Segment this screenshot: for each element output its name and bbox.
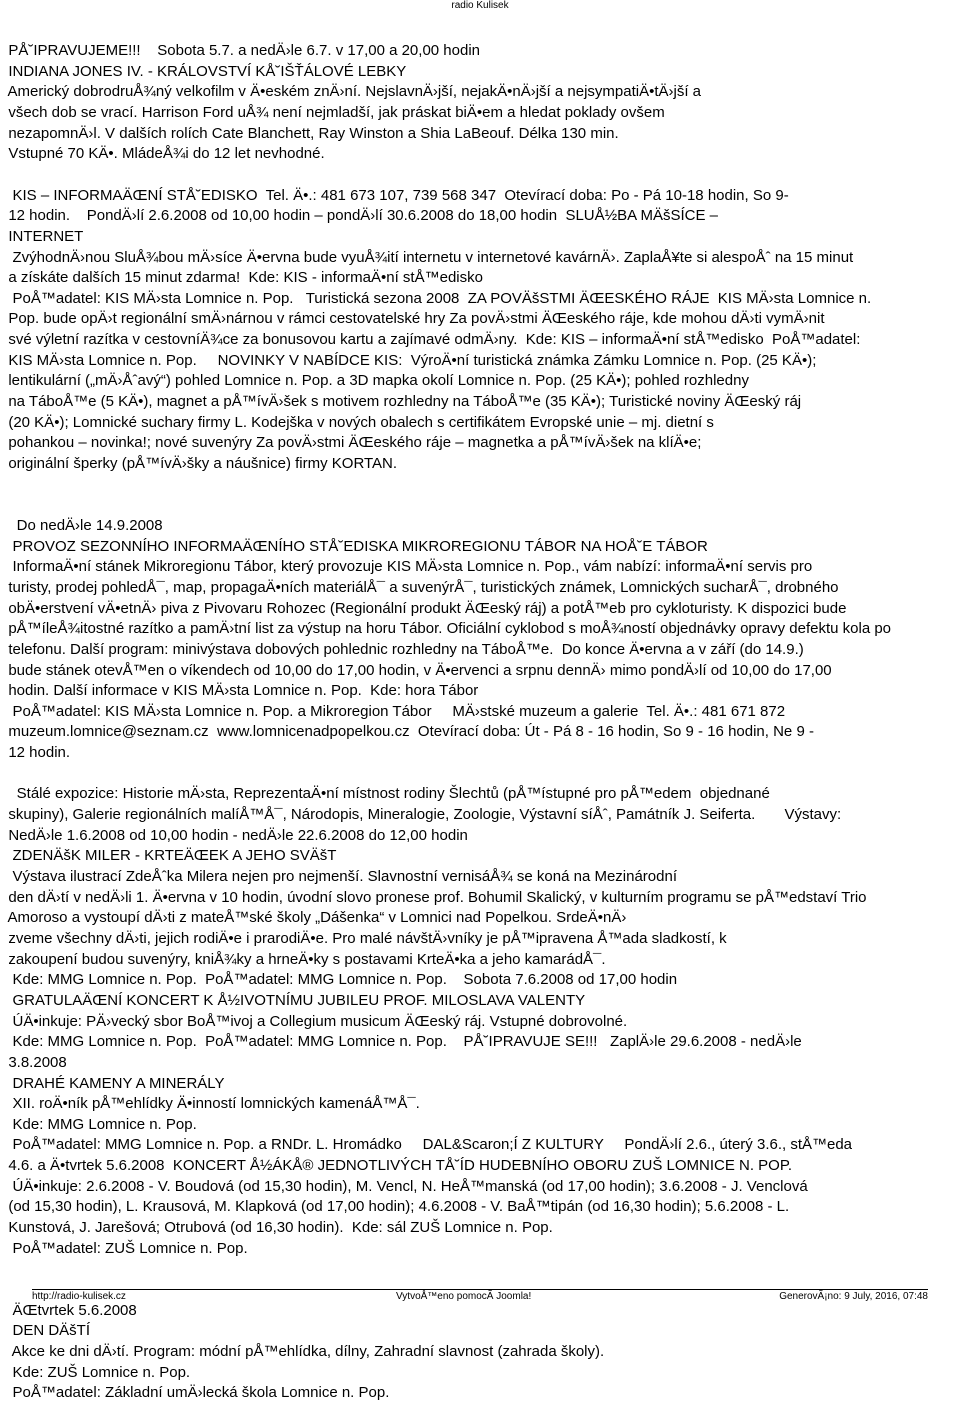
text-line: NedÄ›le 1.6.2008 od 10,00 hodin - nedÄ›le 22.6.2008 do 12,00 hodin [0, 826, 468, 844]
text-line: den dÄ›tí v nedÄ›li 1. Ä•ervna v 10 hodin, úvodní slovo pronese prof. Bohumil Skalický, v kulturním programu se pÅ™edstaví Trio [0, 888, 867, 906]
text-line: bude stánek otevÅ™en o víkendech od 10,00 do 17,00 hodin, v Ä•ervenci a srpnu dennÄ› mimo pondÄ›lí od 10,00 do 17,00 [0, 661, 832, 679]
text-line: své výletní razítka v cestovníÄ¾ce za bonusovou kartu a zajímavé odmÄ›ny. Kde: KIS – informaÄ•ní stÅ™edisko PoÅ™adatel: [0, 331, 861, 349]
text-line: PoÅ™adatel: KIS MÄ›sta Lomnice n. Pop. Turistická sezona 2008 ZA POVÄšSTMI ÄŒESKÉHO RÁJE KIS MÄ›sta Lomnice n. [0, 289, 872, 307]
text-line: všech dob se vrací. Harrison Ford uÅ¾ není nejmladší, jak práskat biÄ•em a hledat poklady ovšem [0, 103, 665, 121]
text-line: skupiny), Galerie regionálních malíÅ™Å¯, Národopis, Mineralogie, Zoologie, Výstavní síÅˆ, Památník J. Seiferta. Výstavy: [0, 806, 842, 823]
text-line: Pop. bude opÄ›t regionální smÄ›nárnou v rámci cestovatelské hry Za povÄ›stmi ÄŒeského ráje, kde mohou dÄ›ti vymÄ›nit [0, 310, 825, 328]
text-line: originální šperky (pÅ™ívÄ›šky a náušnice) firmy KORTAN. [0, 455, 398, 472]
text-line: PoÅ™adatel: Základní umÄ›lecká škola Lomnice n. Pop. [0, 1384, 390, 1402]
text-line: Akce ke dni dÄ›tí. Program: módní pÅ™ehlídka, dílny, Zahradní slavnost (zahrada školy). [0, 1342, 605, 1360]
text-line: zveme všechny dÄ›ti, jejich rodiÄ•e i prarodiÄ•e. Pro malé návštÄ›vníky je pÅ™ipravena Å™ada sladkostí, k [0, 929, 727, 947]
site-header: radio Kulisek [451, 0, 509, 11]
text-line: ÚÄ•inkuje: 2.6.2008 - V. Boudová (od 15,30 hodin), M. Vencl, N. HeÅ™manská (od 17,00 hodin); 3.6.2008 - J. Venclová [0, 1177, 808, 1195]
text-line: Americký dobrodruÅ¾ný velkofilm v Ä•eském znÄ›ní. NejslavnÄ›jší, nejakÄ•nÄ›jší a nejsympatiÄ•tÄ›jší a [0, 83, 702, 101]
text-line: ZDENÄšK MILER - KRTEÄŒEK A JEHO SVÄšT [0, 847, 337, 865]
text-line: 3.8.2008 [0, 1053, 67, 1071]
text-line: 12 hodin. PondÄ›lí 2.6.2008 od 10,00 hodin – pondÄ›lí 30.6.2008 do 18,00 hodin SLUÅ½BA MÄšSÍCE – [0, 207, 719, 225]
text-line: muzeum.lomnice@seznam.cz www.lomnicenadpopelkou.cz Otevírací doba: Út - Pá 8 - 16 hodin, So 9 - 16 hodin, Ne 9 - [0, 723, 814, 741]
text-line: DEN DÄšTÍ [0, 1322, 91, 1340]
text-line: GRATULAÄŒNÍ KONCERT K Å½IVOTNÍMU JUBILEU PROF. MILOSLAVA VALENTY [0, 991, 586, 1009]
text-line: PoÅ™adatel: ZUŠ Lomnice n. Pop. [0, 1239, 248, 1257]
text-line: ÄŒtvrtek 5.6.2008 [0, 1301, 137, 1319]
text-line: ZvýhodnÄ›nou SluÅ¾bou mÄ›síce Ä•ervna bude vyuÅ¾ití internetu v internetové kavárnÄ›. ZaplaÅ¥te si alespoÅˆ na 15 minut [0, 248, 854, 266]
text-line: Kde: MMG Lomnice n. Pop. [0, 1115, 197, 1133]
text-line: DRAHÉ KAMENY A MINERÁLY [0, 1074, 225, 1092]
text-line: Kde: MMG Lomnice n. Pop. PoÅ™adatel: MMG Lomnice n. Pop. Sobota 7.6.2008 od 17,00 hodin [0, 971, 678, 989]
text-line: telefonu. Další program: minivýstava dobových pohlednic rozhledny na TáboÅ™e. Do konce Ä•ervna a v září (do 14.9.) [0, 640, 804, 658]
text-line: (od 15,30 hodin), L. Krausová, M. Klapková (od 17,00 hodin); 4.6.2008 - V. BaÅ™tipán (od 16,30 hodin); 5.6.2008 - L. [0, 1198, 790, 1216]
text-line: INDIANA JONES IV. - KRÁLOVSTVÍ KÅ˘IŠŤÁLOVÉ LEBKY [0, 62, 407, 80]
text-line: INTERNET [0, 227, 84, 245]
text-line: PoÅ™adatel: KIS MÄ›sta Lomnice n. Pop. a Mikroregion Tábor MÄ›stské muzeum a galerie Tel. Ä•.: 481 671 872 [0, 702, 786, 720]
text-line: XII. roÄ•ník pÅ™ehlídky Ä•inností lomnických kamenáÅ™Å¯. [0, 1095, 420, 1113]
text-line: Kde: ZUŠ Lomnice n. Pop. [0, 1363, 191, 1381]
text-line: nezapomnÄ›l. V dalších rolích Cate Blanchett, Ray Winston a Shia LaBeouf. Délka 130 min. [0, 124, 619, 142]
text-line: Do nedÄ›le 14.9.2008 [0, 517, 163, 534]
text-line: Kde: MMG Lomnice n. Pop. PoÅ™adatel: MMG Lomnice n. Pop. PÅ˘IPRAVUJE SE!!! ZaplÄ›le 29.6.2008 - nedÄ›le [0, 1033, 802, 1051]
text-line: pohankou – novinka!; nové suvenýry Za povÄ›stmi ÄŒeského ráje – magnetka a pÅ™ívÄ›šek na klíÄ•e; [0, 434, 702, 452]
text-line: pÅ™íleÅ¾itostné razítko a pamÄ›tní list za výstup na horu Tábor. Oficiální cyklobod s moÅ¾ností objednávky opravy defektu kola po [0, 620, 892, 638]
footer-url-link[interactable]: http://radio-kulisek.cz [32, 1291, 126, 1302]
text-line: a získáte dalších 15 minut zdarma! Kde: KIS - informaÄ•ní stÅ™edisko [0, 269, 483, 287]
text-line: Vstupné 70 KÄ•. MládeÅ¾i do 12 let nevhodné. [0, 145, 325, 163]
text-line: Amoroso a vystoupí dÄ›ti z mateÅ™ské školy „Dášenka“ v Lomnici nad Popelkou. SrdeÄ•nÄ› [0, 909, 627, 927]
text-line: na TáboÅ™e (5 KÄ•), magnet a pÅ™ívÄ›šek s motivem rozhledny na TáboÅ™e (35 KÄ•); Turistické noviny ÄŒeský ráj [0, 393, 802, 410]
footer-credit: VytvoÅ™eno pomocÃ Joomla! [396, 1291, 532, 1302]
footer-generated-date: GenerovÃ¡no: 9 July, 2016, 07:48 [779, 1291, 928, 1302]
text-line: PoÅ™adatel: MMG Lomnice n. Pop. a RNDr. L. Hromádko DAL&Scaron;Í Z KULTURY PondÄ›lí 2.6., úterý 3.6., stÅ™eda [0, 1136, 853, 1154]
text-line: KIS MÄ›sta Lomnice n. Pop. NOVINKY V NABÍDCE KIS: VýroÄ•ní turistická známka Zámku Lomnice n. Pop. (25 KÄ•); [0, 351, 817, 369]
text-line: PÅ˘IPRAVUJEME!!! Sobota 5.7. a nedÄ›le 6.7. v 17,00 a 20,00 hodin [0, 42, 480, 59]
text-line: zakoupení budou suvenýry, kniÅ¾ky a hrneÄ•ky s postavami KrteÄ•ka a jeho kamarádÅ¯. [0, 950, 606, 968]
text-line: KIS – INFORMAÄŒNÍ STÅ˘EDISKO Tel. Ä•.: 481 673 107, 739 568 347 Otevírací doba: Po - Pá 10-18 hodin, So 9- [0, 186, 789, 204]
text-line: Kunstová, J. Jarešová; Otrubová (od 16,30 hodin). Kde: sál ZUŠ Lomnice n. Pop. [0, 1219, 553, 1236]
text-line: (20 KÄ•); Lomnické suchary firmy L. Kodejška v nových obalech s certifikátem Evropské unie – mj. dietní s [0, 413, 714, 431]
text-line: hodin. Další informace v KIS MÄ›sta Lomnice n. Pop. Kde: hora Tábor [0, 682, 479, 700]
text-line: 4.6. a Ä•tvrtek 5.6.2008 KONCERT Å½ÁKÅ® JEDNOTLIVÝCH TÅ˘ÍD HUDEBNÍHO OBORU ZUŠ LOMNICE N. POP. [0, 1157, 793, 1175]
text-line: obÄ•erstvení vÄ•etnÄ› piva z Pivovaru Rohozec (Regionální produkt ÄŒeský ráj) a potÅ™eb pro cykloturisty. K dispozici bude [0, 599, 847, 617]
text-line: turisty, prodej pohledÅ¯, map, propagaÄ•ních materiálÅ¯ a suvenýrÅ¯, turistických známek, Lomnických sucharÅ¯, drobného [0, 578, 839, 596]
text-line: 12 hodin. [0, 744, 71, 762]
text-line: InformaÄ•ní stánek Mikroregionu Tábor, který provozuje KIS MÄ›sta Lomnice n. Pop., vám nabízí: informaÄ•ní servis pro [0, 558, 813, 576]
footer-divider [32, 1289, 928, 1290]
text-line: ÚÄ•inkuje: PÄ›vecký sbor BoÅ™ivoj a Collegium musicum ÄŒeský ráj. Vstupné dobrovolné. [0, 1012, 628, 1030]
text-line: PROVOZ SEZONNÍHO INFORMAÄŒNÍHO STÅ˘EDISKA MIKROREGIONU TÁBOR NA HOÅ˘E TÁBOR [0, 537, 708, 555]
text-line: Stálé expozice: Historie mÄ›sta, ReprezentaÄ•ní místnost rodiny Šlechtů (pÅ™ístupné pro pÅ™edem objednané [0, 785, 770, 803]
text-line: lentikulární („mÄ›Åˆavý“) pohled Lomnice n. Pop. a 3D mapka okolí Lomnice n. Pop. (25 KÄ•); pohled rozhledny [0, 372, 749, 390]
text-line: Výstava ilustrací ZdeÅˆka Milera nejen pro nejmenší. Slavnostní vernisáÅ¾ se koná na Mezinárodní [0, 868, 677, 885]
